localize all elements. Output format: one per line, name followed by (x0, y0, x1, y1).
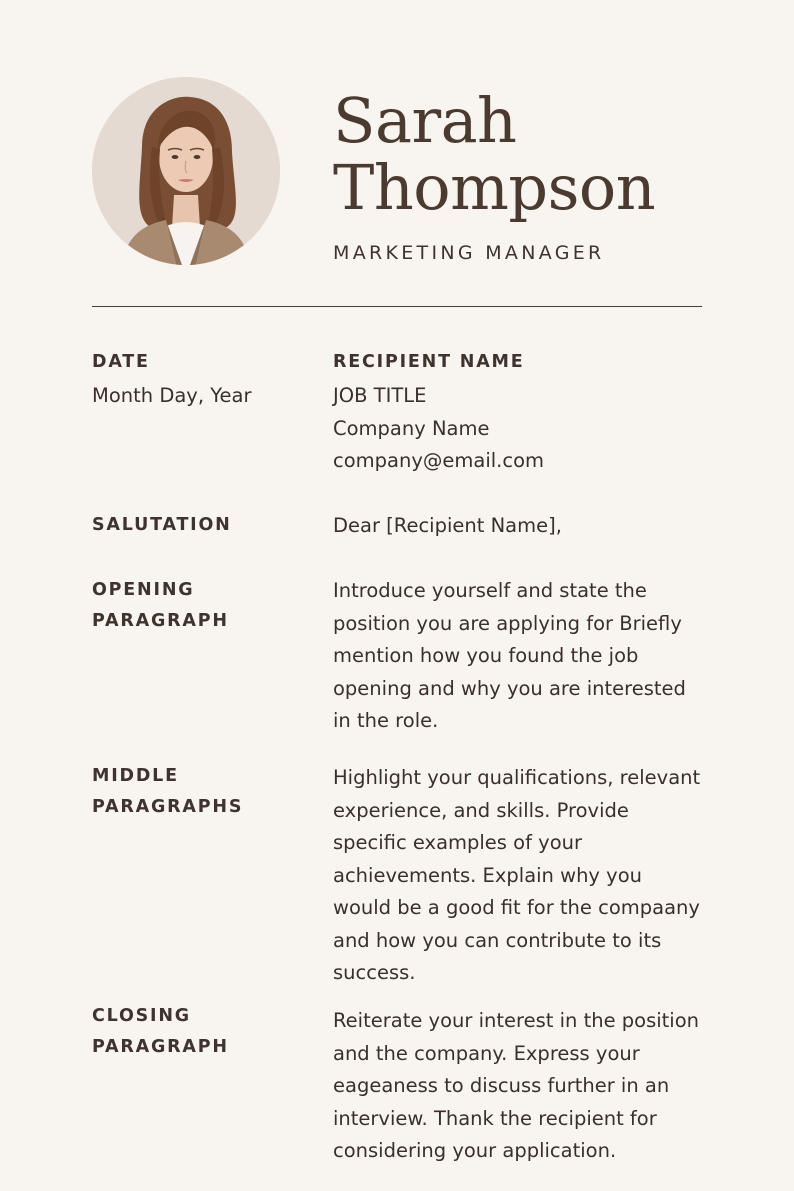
opening-label (92, 575, 312, 637)
recipient-details (333, 380, 713, 478)
paragraph-line: in the role. (333, 709, 439, 732)
paragraph-line: mention how you found the job (333, 644, 639, 667)
paragraph-line: success. (333, 961, 416, 984)
date-value: Month Day, Year (92, 384, 252, 407)
middle-label (92, 761, 312, 823)
middle-label-line: PARAGRAPHS (92, 797, 244, 817)
paragraph-line: achievements. Explain why you (333, 863, 642, 887)
recipient-name: RECIPIENT NAME (333, 352, 525, 372)
paragraph-line: position you are applying for Briefly (333, 611, 682, 635)
closing-label-line: CLOSING (92, 1006, 191, 1026)
middle-paragraphs (333, 762, 713, 990)
job-title: MARKETING MANAGER (333, 242, 605, 264)
paragraph-line: and how you can contribute to its (333, 928, 662, 952)
salutation-label: SALUTATION (92, 515, 232, 535)
portrait-illustration (92, 77, 280, 265)
recipient-job-title: JOB TITLE (333, 384, 427, 407)
opening-label-line: PARAGRAPH (92, 611, 229, 631)
closing-label (92, 1001, 312, 1063)
paragraph-line: and the company. Express your (333, 1041, 640, 1065)
salutation-text: Dear [Recipient Name], (333, 514, 562, 537)
paragraph-line: specific examples of your (333, 831, 583, 854)
opening-paragraph (333, 575, 713, 738)
profile-photo (92, 77, 280, 265)
paragraph-line: opening and why you are interested (333, 676, 686, 700)
paragraph-line: considering your application. (333, 1139, 617, 1162)
last-name: Thompson (333, 151, 656, 224)
date-label: DATE (92, 352, 150, 372)
paragraph-line: interview. Thank the recipient for (333, 1106, 657, 1130)
closing-paragraph (333, 1005, 713, 1168)
middle-label-line: MIDDLE (92, 766, 179, 786)
recipient-company: Company Name (333, 416, 490, 440)
paragraph-line: Highlight your qualifications, relevant (333, 766, 701, 789)
paragraph-line: Introduce yourself and state the (333, 579, 647, 602)
first-name: Sarah (333, 84, 517, 157)
recipient-email: company@email.com (333, 449, 544, 472)
paragraph-line: eageaness to discuss further in an (333, 1074, 670, 1097)
closing-label-line: PARAGRAPH (92, 1037, 229, 1057)
header-divider (92, 306, 702, 307)
paragraph-line: would be a good fit for the compaany (333, 896, 700, 919)
paragraph-line: experience, and skills. Provide (333, 798, 629, 822)
paragraph-line: Reiterate your interest in the position (333, 1009, 700, 1032)
opening-label-line: OPENING (92, 580, 195, 600)
